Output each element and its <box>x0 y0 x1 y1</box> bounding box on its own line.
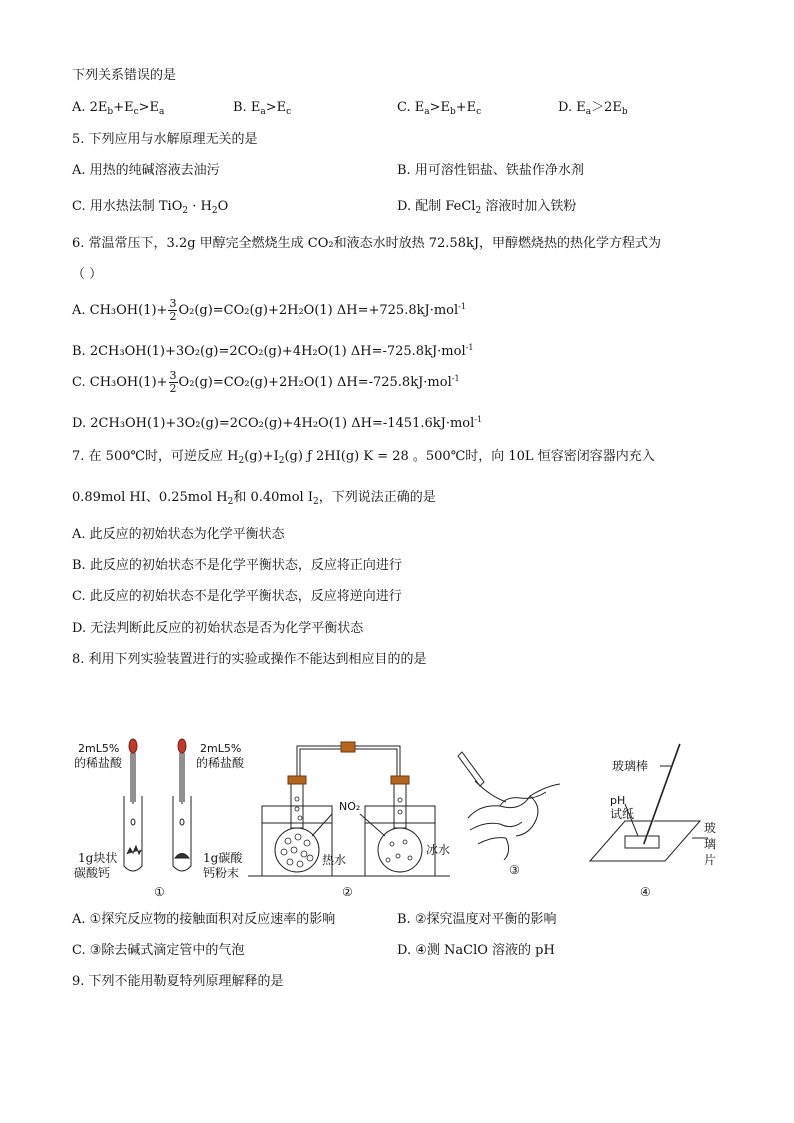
q7-option-c[interactable]: C. 此反应的初始状态不是化学平衡状态，反应将逆向进行 <box>72 589 402 604</box>
figure-number-3: ③ <box>509 863 520 877</box>
q7-option-d[interactable]: D. 无法判断此反应的初始状态是否为化学平衡状态 <box>72 621 364 636</box>
q8-option-c[interactable]: C. ③除去碱式滴定管中的气泡 <box>72 943 245 958</box>
q4-stem: 下列关系错误的是 <box>72 68 177 83</box>
q8-option-b[interactable]: B. ②探究温度对平衡的影响 <box>397 912 557 927</box>
q5-option-b[interactable]: B. 用可溶性铝盐、铁盐作净水剂 <box>397 163 584 178</box>
q7-option-b[interactable]: B. 此反应的初始状态不是化学平衡状态，反应将正向进行 <box>72 558 402 573</box>
solid-label-left-1: 1g块状 <box>78 851 118 865</box>
solid-label-right-1: 1g碳酸 <box>203 851 243 865</box>
q5-option-c[interactable]: C. 用水热法制 $TiO_2 \cdot H_2O$ <box>72 199 229 216</box>
fraction: $\frac{3}{2}$ <box>169 297 177 323</box>
glass-plate-label-1: 玻 <box>704 821 717 835</box>
q4-option-d[interactable]: D. $E_a>2E_b$ <box>558 100 628 117</box>
q5-stem: 5. 下列应用与水解原理无关的是 <box>72 132 258 147</box>
q6-stem: 6. 常温常压下，3.2g 甲醇完全燃烧生成 CO₂和液态水时放热 72.58kJ，甲醇燃烧热的热化学方程式为 <box>72 236 662 251</box>
figure-number-4: ④ <box>640 885 651 899</box>
apparatus-diagram <box>60 726 740 906</box>
q6-option-b[interactable]: B. 2CH₃OH(1)+3O₂(g)=2CO₂(g)+4H₂O(1) ΔH=-725.8kJ·mol$^{-1}$ <box>72 343 474 359</box>
acid-label-right-2: 的稀盐酸 <box>196 756 245 770</box>
no2-label: NO₂ <box>339 800 361 813</box>
q7-stem: 7. 在 500℃时，可逆反应 $H_2(g)+I_2(g)$ ƒ 2HI(g) K = 28 。500℃时，向 10L 恒容密闭容器内充入 <box>72 449 655 466</box>
q6-option-a[interactable]: A. CH₃OH(1)+ $\frac{3}{2}$ O₂(g)=CO₂(g)+2H₂O(1) ΔH=+725.8kJ·mol$^{-1}$ <box>72 297 466 323</box>
burette-hand-apparatus <box>458 752 560 860</box>
fraction: $\frac{3}{2}$ <box>169 369 177 395</box>
q4-option-a[interactable]: A. $2E_b+E_c>E_a$ <box>72 100 165 117</box>
q8-stem: 8. 利用下列实验装置进行的实验或操作不能达到相应目的的是 <box>72 652 427 667</box>
solid-label-right-2: 钙粉末 <box>203 866 240 880</box>
q6-option-c[interactable]: C. CH₃OH(1)+ $\frac{3}{2}$ O₂(g)=CO₂(g)+2H₂O(1) ΔH=-725.8kJ·mol$^{-1}$ <box>72 369 460 395</box>
q7-stem-line2: 0.89mol HI、0.25mol $H_2$和 0.40mol $I_2$，下列说法正确的是 <box>72 490 436 507</box>
q9-stem: 9. 下列不能用勒夏特列原理解释的是 <box>72 974 284 989</box>
ph-paper-apparatus <box>590 744 708 861</box>
q4-option-c[interactable]: C. $E_a>E_b+E_c$ <box>397 100 482 117</box>
q8-option-a[interactable]: A. ①探究反应物的接触面积对反应速率的影响 <box>72 912 336 927</box>
test-tubes-apparatus <box>124 739 191 871</box>
acid-label-left-1: 2mL5% <box>78 742 120 755</box>
ice-water-label: 冰水 <box>426 843 451 857</box>
glass-rod-label: 玻璃棒 <box>612 759 649 773</box>
experiment-figure <box>60 726 740 906</box>
figure-number-1: ① <box>154 885 165 899</box>
q7-option-a[interactable]: A. 此反应的初始状态为化学平衡状态 <box>72 527 285 542</box>
q6-option-d[interactable]: D. 2CH₃OH(1)+3O₂(g)=2CO₂(g)+4H₂O(1) ΔH=-1451.6kJ·mol$^{-1}$ <box>72 415 483 431</box>
solid-label-left-2: 碳酸钙 <box>74 866 111 880</box>
acid-label-left-2: 的稀盐酸 <box>74 756 123 770</box>
ph-paper-label-1: pH <box>610 794 626 807</box>
glass-plate-label-2: 璃 <box>704 837 717 851</box>
hot-water-label: 热水 <box>322 853 347 867</box>
q6-answer-paren: （ ） <box>72 267 103 282</box>
q5-option-d[interactable]: D. 配制 FeCl$_2$ 溶液时加入铁粉 <box>397 199 577 216</box>
ph-paper-label-2: 试纸 <box>610 807 635 821</box>
q4-option-b[interactable]: B. $E_a>E_c$ <box>233 100 292 117</box>
figure-number-2: ② <box>342 885 353 899</box>
acid-label-right-1: 2mL5% <box>200 742 242 755</box>
glass-plate-label-3: 片 <box>704 853 717 867</box>
q5-option-a[interactable]: A. 用热的纯碱溶液去油污 <box>72 163 220 178</box>
q8-option-d[interactable]: D. ④测 NaClO 溶液的 pH <box>397 943 555 958</box>
